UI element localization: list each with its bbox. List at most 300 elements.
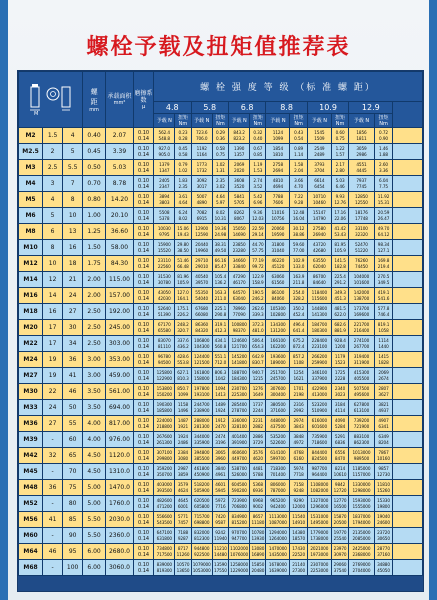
torque-value-cell: 819.1 1058 bbox=[374, 320, 393, 336]
preload-value-cell: 15050 14690 bbox=[228, 224, 249, 240]
torque-value-cell: 0.32 0.40 bbox=[250, 128, 266, 144]
area-cell: 245.00 bbox=[105, 320, 133, 336]
row-spacer bbox=[393, 416, 423, 432]
dimension-s-cell: 6 bbox=[43, 224, 63, 240]
row-spacer bbox=[393, 432, 423, 448]
preload-value-cell: 10030 9795 bbox=[154, 224, 175, 240]
friction-cell: 0.10 0.14 bbox=[134, 352, 154, 368]
torque-value-cell: 1489 1924 bbox=[212, 400, 228, 416]
table-row bbox=[19, 480, 423, 496]
grade-header: 10.9 bbox=[307, 102, 348, 114]
preload-value-cell: 145200 141800 bbox=[228, 352, 249, 368]
table-row bbox=[19, 336, 423, 352]
torque-value-cell: 44.70 57.75 bbox=[250, 240, 266, 256]
table-row bbox=[19, 496, 423, 512]
pitch-cell: 0.50 bbox=[83, 160, 106, 176]
preload-subheader: 予载 N bbox=[349, 114, 374, 128]
preload-subheader: 予载 N bbox=[154, 114, 175, 128]
pitch-cell: 1.00 bbox=[83, 208, 106, 224]
preload-value-cell: 285400 278700 bbox=[228, 400, 249, 416]
table-row bbox=[19, 384, 423, 400]
preload-value-cell: 78960 77090 bbox=[228, 304, 249, 320]
bolt-size-cell: M33 bbox=[19, 400, 43, 416]
torque-value-cell: 496.4 641.4 bbox=[290, 320, 307, 336]
torque-value-cell: 3576 4620 bbox=[250, 448, 266, 464]
preload-value-cell: 307600 300400 bbox=[266, 384, 290, 400]
torque-value-cell: 21140 27300 bbox=[290, 560, 307, 576]
preload-value-cell: 7082 6915 bbox=[191, 208, 212, 224]
area-cell: 1310.0 bbox=[105, 464, 133, 480]
torque-value-cell: 0.79 1.02 bbox=[175, 160, 191, 176]
pitch-cell: 3.50 bbox=[83, 400, 106, 416]
preload-value-cell: 1124 1099 bbox=[266, 128, 290, 144]
grade-spacer bbox=[393, 102, 423, 128]
dimension-k-cell: 13 bbox=[63, 224, 83, 240]
torque-value-cell: 372.3 481.0 bbox=[250, 320, 266, 336]
preload-value-cell: 482600 471200 bbox=[154, 496, 175, 512]
preload-value-cell: 647100 631800 bbox=[154, 528, 175, 544]
row-spacer bbox=[393, 256, 423, 272]
friction-cell: 0.10 0.14 bbox=[134, 512, 154, 528]
dimension-s-cell: 10 bbox=[43, 256, 63, 272]
torque-value-cell: 81.96 105.9 bbox=[175, 272, 191, 288]
torque-value-cell: 270.5 349.5 bbox=[374, 272, 393, 288]
row-spacer bbox=[393, 240, 423, 256]
torque-value-cell: 1276 1649 bbox=[250, 384, 266, 400]
preload-value-cell: 224000 218800 bbox=[154, 416, 175, 432]
preload-value-cell: 34660 33840 bbox=[228, 256, 249, 272]
preload-value-cell: 100800 98370 bbox=[228, 320, 249, 336]
preload-value-cell: 1330000 1298000 bbox=[349, 480, 374, 496]
torque-value-cell: 2886 3729 bbox=[250, 432, 266, 448]
torque-value-cell: 1487 1921 bbox=[175, 416, 191, 432]
preload-value-cell: 843.2 823.2 bbox=[228, 128, 249, 144]
table-row bbox=[19, 224, 423, 240]
torque-value-cell: 59.60 77.00 bbox=[290, 240, 307, 256]
bolt-size-cell: M36 bbox=[19, 416, 43, 432]
dimension-s-cell: 12 bbox=[43, 272, 63, 288]
preload-value-cell: 1390 1357 bbox=[228, 144, 249, 160]
torque-value-cell: 9842 12720 bbox=[331, 480, 348, 496]
preload-value-cell: 614100 599700 bbox=[266, 448, 290, 464]
preload-value-cell: 2549 2489 bbox=[307, 144, 331, 160]
preload-value-cell: 43720 42680 bbox=[307, 240, 331, 256]
friction-cell: 0.10 0.14 bbox=[134, 144, 154, 160]
torque-value-cell: 5368 6936 bbox=[250, 480, 266, 496]
dimension-s-cell: 27 bbox=[43, 416, 63, 432]
grade-header: 5.8 bbox=[191, 102, 228, 114]
torque-value-cell: 6968 9002 bbox=[250, 496, 266, 512]
preload-value-cell: 106800 104300 bbox=[191, 336, 212, 352]
preload-value-cell: 124400 121500 bbox=[191, 352, 212, 368]
preload-value-cell: 1531000 1495000 bbox=[307, 512, 331, 528]
torque-value-cell: 1114 1440 bbox=[374, 336, 393, 352]
preload-value-cell: 12850 12550 bbox=[349, 192, 374, 208]
dimension-s-cell: 17 bbox=[43, 320, 63, 336]
preload-subheader: 予载 N bbox=[307, 114, 331, 128]
dimension-k-cell: 95 bbox=[63, 544, 83, 560]
friction-cell: 0.10 0.14 bbox=[134, 224, 154, 240]
torque-value-cell: 1.58 2.04 bbox=[290, 160, 307, 176]
friction-cell: 0.10 0.14 bbox=[134, 272, 154, 288]
row-spacer bbox=[393, 224, 423, 240]
table-row bbox=[19, 320, 423, 336]
row-spacer bbox=[393, 320, 423, 336]
torque-value-cell: 428.6 553.8 bbox=[175, 352, 191, 368]
torque-subheader: 扭矩 Nm bbox=[374, 114, 393, 128]
torque-value-cell: 19770 25540 bbox=[331, 528, 348, 544]
row-spacer bbox=[393, 304, 423, 320]
preload-value-cell: 31530 30780 bbox=[154, 272, 175, 288]
friction-cell: 0.10 0.14 bbox=[134, 448, 154, 464]
torque-value-cell: 7188 9287 bbox=[175, 528, 191, 544]
table-row bbox=[19, 416, 423, 432]
torque-value-cell: 10780 13930 bbox=[250, 528, 266, 544]
preload-value-cell: 380500 371600 bbox=[266, 400, 290, 416]
area-cell: 58.00 bbox=[105, 240, 133, 256]
torque-value-cell: 0.29 0.36 bbox=[212, 128, 228, 144]
preload-value-cell: 5508 5378 bbox=[154, 208, 175, 224]
pitch-cell: 3.00 bbox=[83, 352, 106, 368]
torque-value-cell: 8657 11180 bbox=[250, 512, 266, 528]
torque-value-cell: 2384 3080 bbox=[175, 448, 191, 464]
torque-value-cell: 337.6 436.2 bbox=[175, 336, 191, 352]
area-cell: 115.00 bbox=[105, 272, 133, 288]
pitch-cell: 6.00 bbox=[83, 544, 106, 560]
preload-value-cell: 1854 1810 bbox=[266, 144, 290, 160]
dimension-k-cell: 80 bbox=[63, 496, 83, 512]
pitch-cell: 0.70 bbox=[83, 176, 106, 192]
torque-value-cell: 3065 3960 bbox=[212, 448, 228, 464]
preload-value-cell: 10710 10460 bbox=[307, 192, 331, 208]
preload-value-cell: 274100 267700 bbox=[349, 336, 374, 352]
dimension-k-cell: 5 bbox=[63, 144, 83, 160]
row-spacer bbox=[393, 512, 423, 528]
torque-value-cell: 682.6 881.9 bbox=[331, 320, 348, 336]
torque-subheader: 扭矩 Nm bbox=[212, 114, 228, 128]
torque-value-cell: 940.7 1215 bbox=[250, 368, 266, 384]
preload-value-cell: 124600 121700 bbox=[228, 336, 249, 352]
torque-value-cell: 3.66 4.70 bbox=[290, 176, 307, 192]
dimension-s-cell: 2 bbox=[43, 144, 63, 160]
torque-value-cell: 19.36 24.98 bbox=[212, 224, 228, 240]
table-row bbox=[19, 192, 423, 208]
preload-value-cell: 1779000 1738000 bbox=[307, 528, 331, 544]
friction-cell: 0.10 0.14 bbox=[134, 160, 154, 176]
preload-value-cell: 105300 102800 bbox=[266, 304, 290, 320]
friction-cell: 0.10 0.14 bbox=[134, 528, 154, 544]
page-title: 螺栓予载及扭矩值推荐表 bbox=[86, 34, 351, 60]
grade-header: 8.8 bbox=[266, 102, 307, 114]
bolt-size-cell: M8 bbox=[19, 224, 43, 240]
area-cell: 8.78 bbox=[105, 176, 133, 192]
preload-value-cell: 197800 193100 bbox=[191, 384, 212, 400]
pitch-cell: 2.50 bbox=[83, 304, 106, 320]
dimension-s-cell: 2.5 bbox=[43, 160, 63, 176]
torque-value-cell: 30.12 38.86 bbox=[290, 224, 307, 240]
torque-value-cell: 6556 8470 bbox=[331, 448, 348, 464]
torque-table-container bbox=[17, 70, 424, 592]
table-row bbox=[19, 448, 423, 464]
friction-cell: 0.10 0.14 bbox=[134, 368, 154, 384]
bolt-size-cell: M24 bbox=[19, 352, 43, 368]
preload-value-cell: 735900 718600 bbox=[307, 432, 331, 448]
torque-value-cell: 857.2 1108 bbox=[290, 352, 307, 368]
torque-value-cell: 22.59 29.14 bbox=[250, 224, 266, 240]
preload-value-cell: 723900 706800 bbox=[228, 496, 249, 512]
preload-value-cell: 153800 150200 bbox=[154, 384, 175, 400]
bolt-size-cell: M6 bbox=[19, 208, 43, 224]
area-cell: 2360.0 bbox=[105, 528, 133, 544]
dimension-s-cell: 19 bbox=[43, 368, 63, 384]
preload-value-cell: 15900 15520 bbox=[154, 240, 175, 256]
table-row bbox=[19, 240, 423, 256]
preload-value-cell: 832000 812300 bbox=[191, 528, 212, 544]
preload-value-cell: 965200 942400 bbox=[266, 496, 290, 512]
torque-value-cell: 506.4 654.3 bbox=[250, 336, 266, 352]
preload-value-cell: 86700 84640 bbox=[307, 272, 331, 288]
torque-value-cell: 3821 4937 bbox=[374, 400, 393, 416]
friction-cell: 0.10 0.14 bbox=[134, 384, 154, 400]
torque-subheader: 扭矩 Nm bbox=[175, 114, 191, 128]
preload-value-cell: 1294000 1264000 bbox=[266, 528, 290, 544]
torque-value-cell: 6.04 7.75 bbox=[374, 176, 393, 192]
preload-value-cell: 7937 7745 bbox=[349, 176, 374, 192]
bolt-size-cell: M68 bbox=[19, 560, 43, 576]
torque-value-cell: 1924 2486 bbox=[175, 432, 191, 448]
preload-value-cell: 63550 62040 bbox=[307, 256, 331, 272]
pitch-cell: 4.50 bbox=[83, 464, 106, 480]
table-row bbox=[19, 560, 423, 576]
preload-value-cell: 1013000 989500 bbox=[349, 448, 374, 464]
torque-value-cell: 7158 9248 bbox=[290, 480, 307, 496]
preload-value-cell: 944800 922500 bbox=[191, 544, 212, 560]
friction-cell: 0.10 0.14 bbox=[134, 432, 154, 448]
preload-value-cell: 23110 22560 bbox=[154, 256, 175, 272]
preload-value-cell: 67680 66080 bbox=[191, 304, 212, 320]
col-mu-header: 磨擦系数 μ bbox=[134, 72, 154, 128]
bolt-size-cell: M2 bbox=[19, 128, 43, 144]
torque-value-cell: 11210 14480 bbox=[212, 544, 228, 560]
dimension-s-cell: 36 bbox=[43, 480, 63, 496]
preload-value-cell: 2425000 2368000 bbox=[349, 544, 374, 560]
dimension-k-cell: 70 bbox=[63, 464, 83, 480]
torque-value-cell: 163.3 211.0 bbox=[212, 288, 228, 304]
preload-value-cell: 46220 45120 bbox=[266, 256, 290, 272]
row-spacer bbox=[393, 368, 423, 384]
preload-value-cell: 29710 29010 bbox=[191, 256, 212, 272]
friction-cell: 0.10 0.14 bbox=[134, 480, 154, 496]
preload-value-cell: 15147 14790 bbox=[307, 208, 331, 224]
col-area-header: 承载面积 mm² bbox=[105, 72, 133, 128]
torque-value-cell: 1.83 2.35 bbox=[175, 176, 191, 192]
dimension-k-cell: 75 bbox=[63, 480, 83, 496]
preload-value-cell: 839000 819300 bbox=[154, 560, 175, 576]
torque-value-cell: 675.2 872.4 bbox=[290, 336, 307, 352]
bolt-size-cell: M30 bbox=[19, 384, 43, 400]
preload-value-cell: 31800 31040 bbox=[266, 240, 290, 256]
preload-value-cell: 12900 12590 bbox=[191, 224, 212, 240]
preload-value-cell: 1108000 1082000 bbox=[307, 480, 331, 496]
preload-value-cell: 718300 701400 bbox=[266, 464, 290, 480]
torque-value-cell: 0.43 0.54 bbox=[290, 128, 307, 144]
friction-cell: 0.10 0.14 bbox=[134, 208, 154, 224]
preload-value-cell: 307100 299800 bbox=[154, 448, 175, 464]
torque-value-cell: 577.8 746.4 bbox=[374, 304, 393, 320]
preload-value-cell: 319400 311900 bbox=[349, 352, 374, 368]
preload-value-cell: 970700 947700 bbox=[228, 528, 249, 544]
preload-value-cell: 23850 23280 bbox=[228, 240, 249, 256]
area-cell: 353.00 bbox=[105, 352, 133, 368]
torque-value-cell: 66.16 85.47 bbox=[212, 256, 228, 272]
friction-cell: 0.10 0.14 bbox=[134, 176, 154, 192]
torque-value-cell: 127.0 164.1 bbox=[175, 288, 191, 304]
dimension-k-cell: 55 bbox=[63, 416, 83, 432]
col-pitch-header: 螺 距 mm bbox=[83, 72, 106, 128]
preload-value-cell: 616000 601600 bbox=[307, 416, 331, 432]
table-row bbox=[19, 128, 423, 144]
dimension-k-cell: 85 bbox=[63, 512, 83, 528]
bolt-size-cell: M56 bbox=[19, 512, 43, 528]
strength-group-header: 螺 栓 强 度 等 级 （标 准 螺 距） bbox=[154, 72, 423, 102]
bolt-icon-cell bbox=[19, 72, 83, 128]
pitch-cell: 3.00 bbox=[83, 368, 106, 384]
torque-value-cell: 2987 3859 bbox=[175, 464, 191, 480]
friction-cell: 0.10 0.14 bbox=[134, 320, 154, 336]
preload-value-cell: 267600 261300 bbox=[154, 432, 175, 448]
row-spacer bbox=[393, 160, 423, 176]
bolt-size-cell: M52 bbox=[19, 496, 43, 512]
preload-value-cell: 2069 2020 bbox=[228, 160, 249, 176]
pitch-cell: 0.40 bbox=[83, 128, 106, 144]
preload-value-cell: 556600 543500 bbox=[154, 512, 175, 528]
pitch-cell: 2.00 bbox=[83, 272, 106, 288]
row-spacer bbox=[393, 544, 423, 560]
torque-value-cell: 419.1 541.6 bbox=[374, 288, 393, 304]
row-spacer bbox=[393, 336, 423, 352]
torque-value-cell: 806.3 1042 bbox=[212, 368, 228, 384]
torque-value-cell: 2974 3843 bbox=[290, 416, 307, 432]
torque-value-cell: 1179 1523 bbox=[331, 352, 348, 368]
dimension-k-cell: 65 bbox=[63, 448, 83, 464]
torque-value-cell: 2231 2882 bbox=[250, 416, 266, 432]
row-spacer bbox=[393, 384, 423, 400]
preload-value-cell: 518200 505900 bbox=[191, 480, 212, 496]
torque-value-cell: 0.60 0.75 bbox=[331, 128, 348, 144]
dimension-k-cell: 41 bbox=[63, 368, 83, 384]
torque-value-cell: 6.24 8.02 bbox=[175, 208, 191, 224]
bolt-size-cell: M60 bbox=[19, 528, 43, 544]
grade-header: 4.8 bbox=[154, 102, 191, 114]
dimension-k-cell: 90 bbox=[63, 528, 83, 544]
torque-value-cell: 20.59 26.47 bbox=[374, 208, 393, 224]
torque-value-cell: 5291 6836 bbox=[331, 432, 348, 448]
dimension-s-cell: 8 bbox=[43, 240, 63, 256]
preload-value-cell: 5841 5705 bbox=[228, 192, 249, 208]
preload-value-cell: 86100 84060 bbox=[266, 288, 290, 304]
preload-value-cell: 734800 717500 bbox=[154, 544, 175, 560]
torque-value-cell: 0.23 0.28 bbox=[175, 128, 191, 144]
torque-value-cell: 6349 8204 bbox=[374, 432, 393, 448]
torque-value-cell: 15870 20500 bbox=[331, 512, 348, 528]
torque-value-cell: 3579 4624 bbox=[175, 480, 191, 496]
pitch-cell: 1.25 bbox=[83, 224, 106, 240]
torque-value-cell: 225.4 291.2 bbox=[331, 272, 348, 288]
torque-value-cell: 41.42 53.43 bbox=[331, 224, 348, 240]
pitch-cell: 5.00 bbox=[83, 496, 106, 512]
preload-value-cell: 4551 4445 bbox=[349, 160, 374, 176]
torque-value-cell: 481.5 622.0 bbox=[331, 304, 348, 320]
friction-cell: 0.10 0.14 bbox=[134, 304, 154, 320]
row-spacer bbox=[393, 144, 423, 160]
dimension-k-cell: 60 bbox=[63, 432, 83, 448]
table-row bbox=[19, 160, 423, 176]
preload-value-cell: 346100 337900 bbox=[307, 368, 331, 384]
dimension-s-cell: - bbox=[43, 560, 63, 576]
preload-value-cell: 144800 141300 bbox=[307, 304, 331, 320]
torque-value-cell: 5771 7457 bbox=[175, 512, 191, 528]
preload-value-cell: 1192 1164 bbox=[191, 144, 212, 160]
pitch-cell: 0.45 bbox=[83, 144, 106, 160]
preload-value-cell: 715700 698800 bbox=[191, 512, 212, 528]
dimension-k-cell: 30 bbox=[63, 320, 83, 336]
torque-value-cell: 3848 4972 bbox=[290, 432, 307, 448]
torque-value-cell: 7.22 9.28 bbox=[290, 192, 307, 208]
torque-value-cell: 1.22 1.57 bbox=[331, 144, 348, 160]
torque-value-cell: 98.34 127.1 bbox=[374, 240, 393, 256]
preload-value-cell: 63060 61560 bbox=[266, 272, 290, 288]
row-spacer bbox=[393, 352, 423, 368]
torque-value-cell: 2.35 3.02 bbox=[212, 176, 228, 192]
dimension-k-cell: 46 bbox=[63, 384, 83, 400]
torque-value-cell: 3.61 4.64 bbox=[175, 192, 191, 208]
preload-value-cell: 1079000 1053000 bbox=[191, 560, 212, 576]
table-row bbox=[19, 288, 423, 304]
preload-value-cell: 161800 158000 bbox=[191, 368, 212, 384]
torque-value-cell: 2316 2992 bbox=[290, 400, 307, 416]
torque-value-cell: 642.9 830.7 bbox=[250, 352, 266, 368]
preload-value-cell: 2021000 1973000 bbox=[307, 544, 331, 560]
preload-value-cell: 523200 510900 bbox=[307, 400, 331, 416]
area-cell: 3060.0 bbox=[105, 560, 133, 576]
torque-value-cell: 1912 2470 bbox=[212, 416, 228, 432]
torque-value-cell: 190.5 246.2 bbox=[250, 288, 266, 304]
dimension-s-cell: 41 bbox=[43, 512, 63, 528]
area-cell: 2.07 bbox=[105, 128, 133, 144]
preload-value-cell: 5007 4890 bbox=[191, 192, 212, 208]
bolt-dimension-icon bbox=[28, 84, 74, 116]
preload-value-cell: 221700 216400 bbox=[349, 320, 374, 336]
torque-value-cell: 0.72 0.90 bbox=[374, 128, 393, 144]
preload-value-cell: 739200 721900 bbox=[349, 416, 374, 432]
torque-value-cell: 4090 5284 bbox=[331, 416, 348, 432]
preload-value-cell: 96780 94500 bbox=[154, 352, 175, 368]
torque-subheader: 扭矩 Nm bbox=[250, 114, 266, 128]
area-cell: 459.00 bbox=[105, 368, 133, 384]
dimension-k-cell: 34 bbox=[63, 336, 83, 352]
friction-cell: 0.10 0.14 bbox=[134, 544, 154, 560]
torque-value-cell: 141.5 182.8 bbox=[331, 256, 348, 272]
torque-value-cell: 4768 6160 bbox=[290, 448, 307, 464]
torque-value-cell: 81.95 105.9 bbox=[331, 240, 348, 256]
preload-value-cell: 266200 259900 bbox=[307, 352, 331, 368]
torque-value-cell: 34880 45050 bbox=[374, 560, 393, 576]
dimension-k-cell: 4 bbox=[63, 128, 83, 144]
torque-value-cell: 3184 4114 bbox=[331, 400, 348, 416]
preload-value-cell: 1545 1509 bbox=[307, 128, 331, 144]
table-row bbox=[19, 400, 423, 416]
preload-subheader: 予载 N bbox=[191, 114, 212, 128]
